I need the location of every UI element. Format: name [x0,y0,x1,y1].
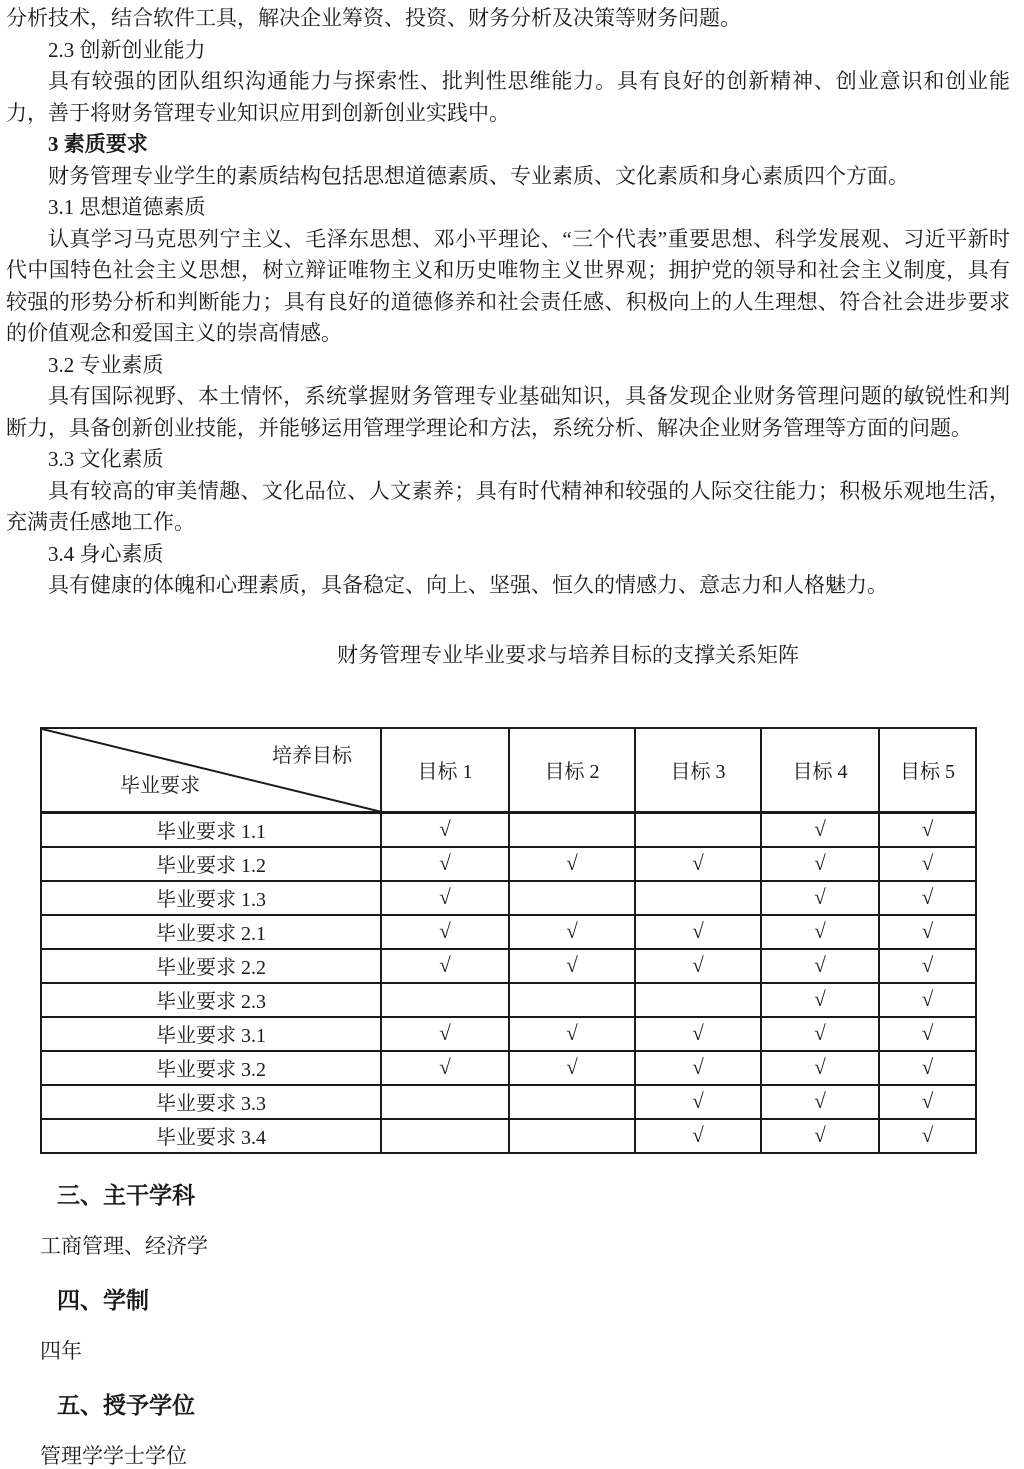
section-heading-main-disciplines: 三、主干学科 [57,1181,195,1208]
column-header-goal-5: 目标 5 [879,728,976,813]
subsection-heading-3-2: 3.2 专业素质 [48,352,164,377]
check-cell: √ [381,915,509,949]
paragraph-continuation: 分析技术，结合软件工具，解决企业筹资、投资、财务分析及决策等财务问题。 [6,6,741,30]
row-label: 毕业要求 3.1 [41,1017,381,1051]
row-label: 毕业要求 2.2 [41,949,381,983]
check-cell [635,983,761,1017]
check-cell: √ [635,1085,761,1119]
check-cell [509,1085,635,1119]
row-label: 毕业要求 3.2 [41,1051,381,1085]
check-cell: √ [879,847,976,881]
check-cell [381,1085,509,1119]
check-cell: √ [509,847,635,881]
column-header-goal-1: 目标 1 [381,728,509,813]
check-cell: √ [879,1017,976,1051]
check-cell: √ [635,1119,761,1153]
table-row [41,949,976,983]
check-cell [509,1119,635,1153]
check-cell: √ [761,1017,879,1051]
check-cell: √ [761,1051,879,1085]
row-label: 毕业要求 1.3 [41,881,381,915]
check-cell: √ [879,881,976,915]
check-cell: √ [879,813,976,847]
document-body-text [0,0,1024,602]
check-cell: √ [635,1017,761,1051]
table-row [41,1017,976,1051]
row-label: 毕业要求 1.1 [41,813,381,847]
check-cell: √ [381,813,509,847]
check-cell: √ [879,1051,976,1085]
corner-header-cell [41,728,381,813]
section-body-study-duration: 四年 [40,1338,82,1363]
row-label: 毕业要求 3.4 [41,1119,381,1153]
check-cell [635,813,761,847]
check-cell [381,983,509,1017]
check-cell: √ [761,915,879,949]
subsection-heading-2-3: 2.3 创新创业能力 [48,37,206,62]
check-cell: √ [635,949,761,983]
check-cell [509,881,635,915]
check-cell [381,1119,509,1153]
check-cell: √ [761,983,879,1017]
paragraph: 具有国际视野、本土情怀，系统掌握财务管理专业基础知识，具备发现企业财务管理问题的敏锐性和判断力，具备创新创业技能，并能够运用管理学理论和方法，系统分析、解决企业财务管理等方面的问题。 [6,384,1010,440]
paragraph: 具有较高的审美情趣、文化品位、人文素养；具有时代精神和较强的人际交往能力；积极乐观地生活，充满责任感地工作。 [6,478,1010,534]
table-row [41,1119,976,1153]
check-cell: √ [381,1017,509,1051]
table-header-row [41,728,976,813]
section-heading-study-duration: 四、学制 [57,1286,149,1313]
paragraph: 具有健康的体魄和心理素质，具备稳定、向上、坚强、恒久的情感力、意志力和人格魅力。 [48,573,888,597]
check-cell: √ [381,847,509,881]
row-label: 毕业要求 2.1 [41,915,381,949]
table-row [41,983,976,1017]
section-body-main-disciplines: 工商管理、经济学 [40,1233,208,1258]
row-label: 毕业要求 2.3 [41,983,381,1017]
check-cell: √ [381,949,509,983]
subsection-heading-3-3: 3.3 文化素质 [48,447,164,471]
table-row [41,1051,976,1085]
check-cell [635,881,761,915]
table-row [41,847,976,881]
paragraph: 财务管理专业学生的素质结构包括思想道德素质、专业素质、文化素质和身心素质四个方面。 [48,163,909,188]
table-row [41,1085,976,1119]
check-cell: √ [381,1051,509,1085]
check-cell [509,983,635,1017]
check-cell: √ [761,949,879,983]
row-label: 毕业要求 3.3 [41,1085,381,1119]
table-caption: 财务管理专业毕业要求与培养目标的支撑关系矩阵 [337,642,799,667]
check-cell: √ [761,1119,879,1153]
section-heading-3: 3 素质要求 [48,132,148,156]
subsection-heading-3-4: 3.4 身心素质 [48,541,164,566]
row-label: 毕业要求 1.2 [41,847,381,881]
support-matrix-table [40,727,977,1154]
section-body-degree-awarded: 管理学学士学位 [40,1443,187,1468]
check-cell: √ [635,847,761,881]
check-cell: √ [761,847,879,881]
table-row [41,915,976,949]
column-header-goal-4: 目标 4 [761,728,879,813]
check-cell: √ [509,949,635,983]
column-header-goal-2: 目标 2 [509,728,635,813]
section-heading-degree-awarded: 五、授予学位 [57,1391,195,1418]
check-cell: √ [879,983,976,1017]
check-cell: √ [761,1085,879,1119]
paragraph: 认真学习马克思列宁主义、毛泽东思想、邓小平理论、“三个代表”重要思想、科学发展观、习近平新时代中国特色社会主义思想，树立辩证唯物主义和历史唯物主义世界观；拥护党的领导和社会主义制度，具有较强的形势分析和判断能力；具有良好的道德修养和社会责任感、积极向上的人生理想、符合社会进步要求的价值观念和爱国主义的崇高情感。 [6,226,1010,345]
paragraph: 具有较强的团队组织沟通能力与探索性、批判性思维能力。具有良好的创新精神、创业意识和创业能力，善于将财务管理专业知识应用到创新创业实践中。 [6,69,1010,125]
check-cell: √ [635,1051,761,1085]
bottom-sections [0,1181,1024,1469]
table-row [41,881,976,915]
column-header-goal-3: 目标 3 [635,728,761,813]
check-cell: √ [509,1017,635,1051]
check-cell: √ [761,813,879,847]
check-cell: √ [879,1085,976,1119]
check-cell: √ [761,881,879,915]
check-cell: √ [879,915,976,949]
check-cell: √ [509,1051,635,1085]
check-cell [509,813,635,847]
table-row [41,813,976,847]
check-cell: √ [879,1119,976,1153]
check-cell: √ [509,915,635,949]
subsection-heading-3-1: 3.1 思想道德素质 [48,195,206,219]
check-cell: √ [635,915,761,949]
check-cell: √ [381,881,509,915]
corner-label-training-goals: 培养目标 [272,744,352,767]
corner-label-graduation-requirements: 毕业要求 [120,775,200,797]
check-cell: √ [879,949,976,983]
